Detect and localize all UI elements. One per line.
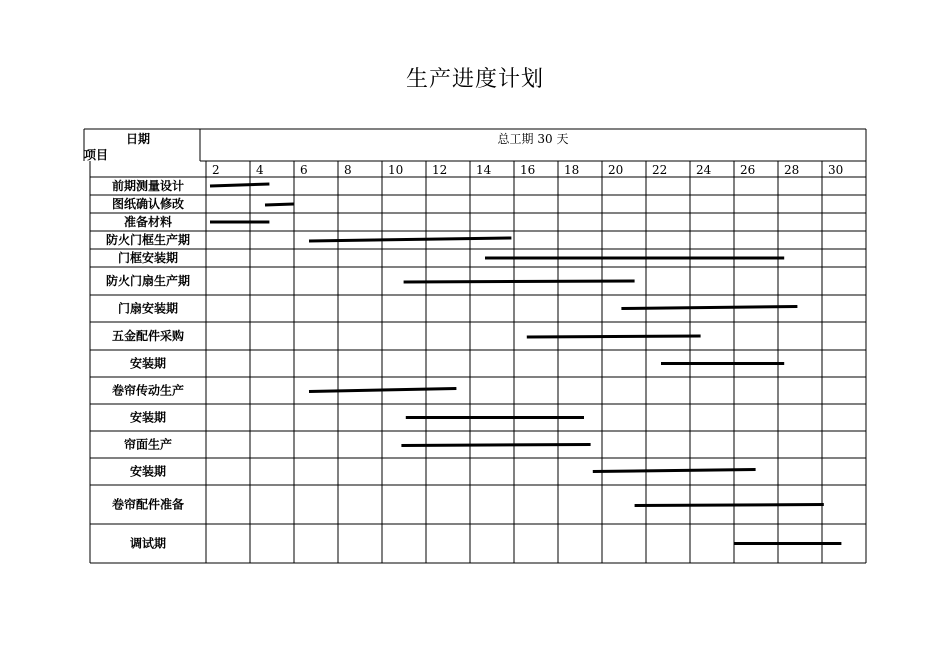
task-name: 安装期 (129, 356, 167, 371)
task-bar (210, 184, 269, 186)
tick-label: 12 (432, 163, 448, 177)
task-bar (309, 238, 511, 241)
tick-label: 30 (828, 163, 844, 177)
task-name: 五金配件采购 (111, 329, 185, 343)
tick-label: 24 (696, 163, 712, 177)
tick-label: 20 (608, 163, 624, 177)
tick-label: 8 (344, 163, 352, 177)
task-bar (401, 445, 590, 446)
total-duration-label: 总工期 30 天 (497, 132, 569, 146)
task-name: 卷帘传动生产 (111, 383, 185, 398)
task-name: 图纸确认修改 (111, 197, 185, 211)
task-bar (527, 336, 701, 337)
task-name: 帘面生产 (123, 437, 173, 452)
task-name: 安装期 (129, 410, 167, 425)
task-bar (621, 307, 797, 309)
task-name: 防火门扇生产期 (105, 274, 191, 288)
task-bar (593, 470, 756, 472)
task-name: 调试期 (129, 536, 167, 551)
task-bar (635, 505, 824, 506)
task-bar (265, 204, 294, 205)
tick-label: 4 (256, 163, 264, 177)
page-title: 生产进度计划 (405, 67, 544, 92)
tick-label: 14 (476, 163, 492, 177)
task-name: 卷帘配件准备 (111, 497, 185, 512)
task-bar (309, 389, 456, 392)
task-bar (404, 281, 635, 282)
task-name: 准备材料 (123, 215, 173, 229)
tick-label: 18 (564, 163, 580, 177)
tick-label: 28 (784, 163, 800, 177)
tick-label: 6 (300, 163, 308, 177)
tick-label: 2 (212, 163, 220, 177)
task-name: 门扇安装期 (117, 301, 179, 316)
tick-label: 22 (652, 163, 668, 177)
tick-label: 26 (740, 163, 756, 177)
task-name: 前期测量设计 (111, 179, 185, 193)
date-label: 日期 (125, 132, 151, 146)
task-name: 安装期 (129, 464, 167, 479)
item-label: 项目 (84, 148, 109, 162)
tick-label: 16 (520, 163, 536, 177)
task-name: 门框安装期 (117, 251, 179, 265)
tick-label: 10 (388, 163, 404, 177)
task-name: 防火门框生产期 (105, 233, 191, 247)
